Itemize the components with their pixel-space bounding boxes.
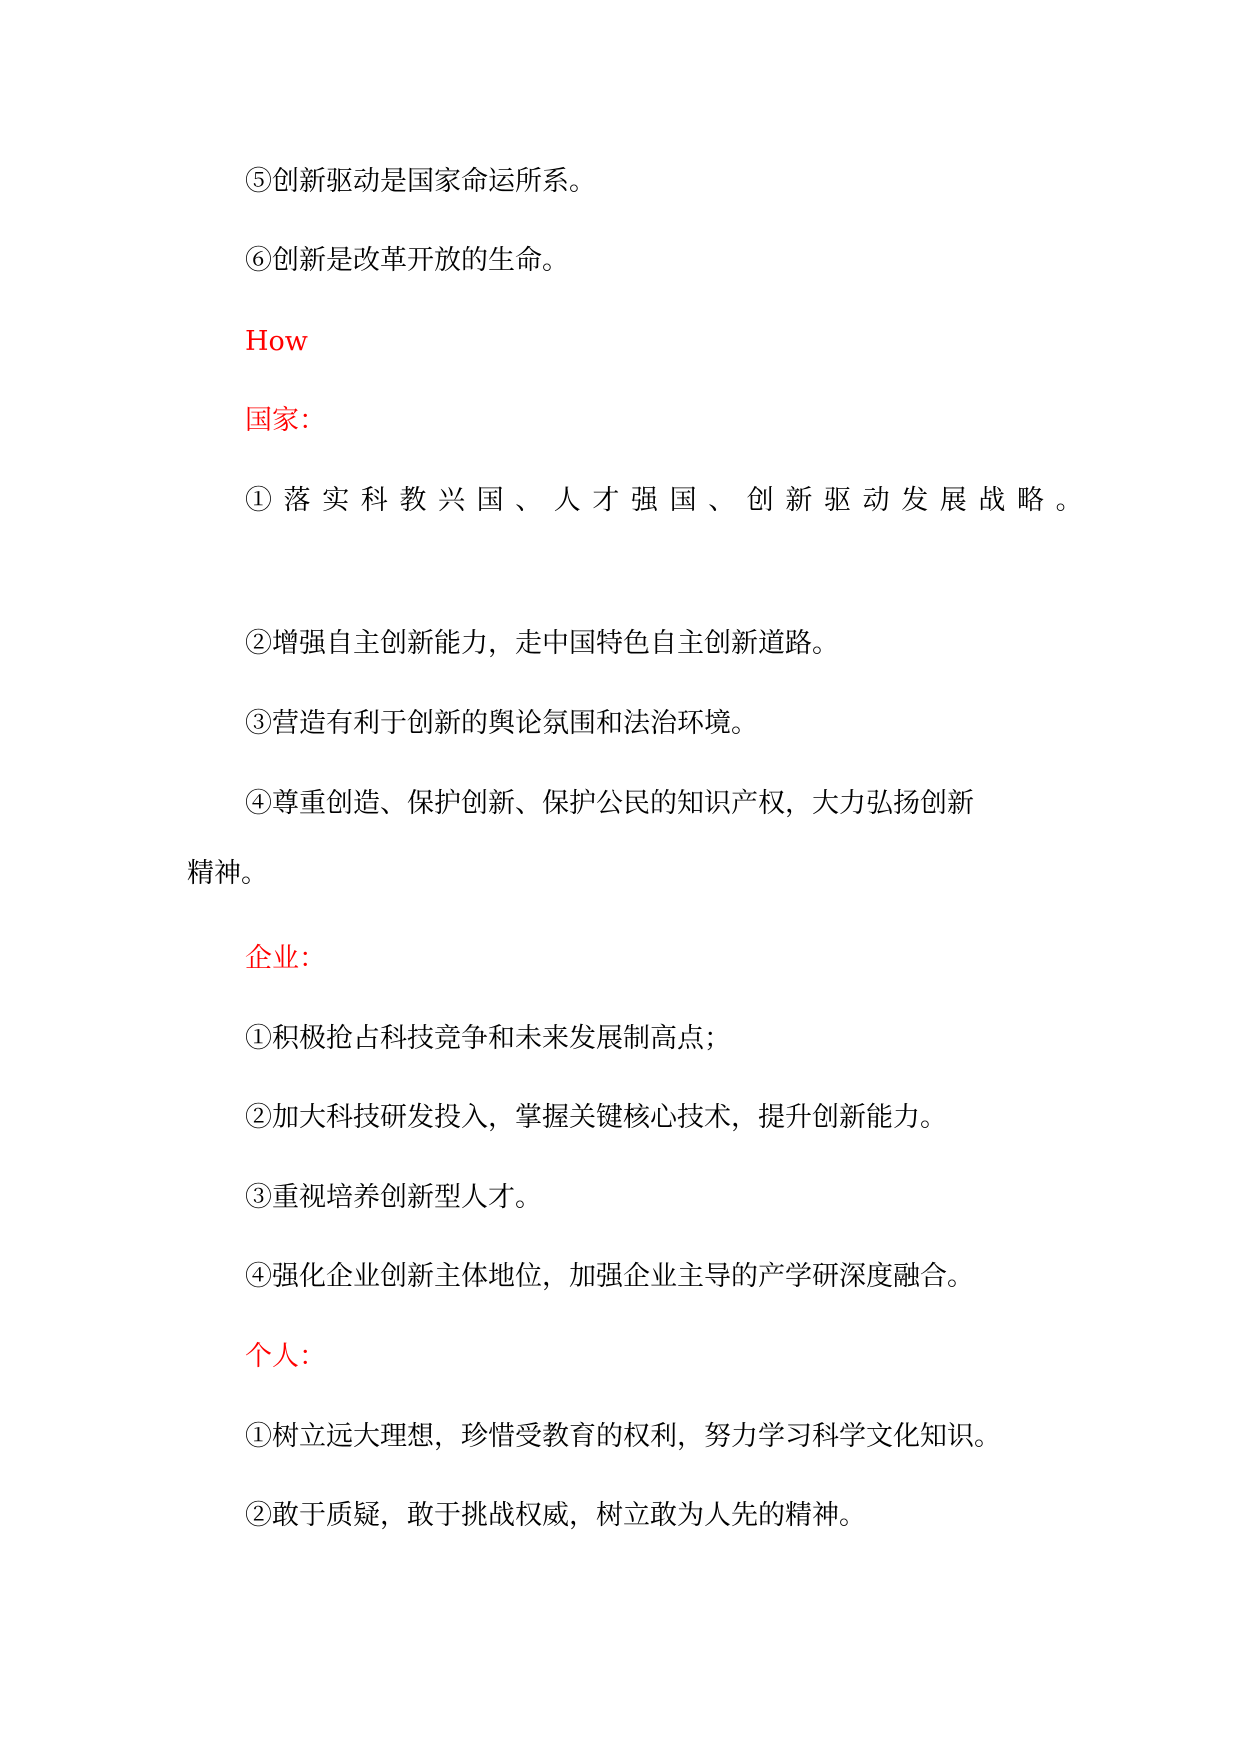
enterprise-item-4: ④强化企业创新主体地位，加强企业主导的产学研深度融合。 — [245, 1261, 974, 1292]
individual-item-2: ②敢于质疑，敢于挑战权威，树立敢为人先的精神。 — [245, 1500, 866, 1531]
intro-item-6: ⑥创新是改革开放的生命。 — [245, 245, 569, 276]
enterprise-item-1: ①积极抢占科技竞争和未来发展制高点； — [245, 1023, 731, 1054]
individual-heading: 个人： — [245, 1341, 326, 1372]
national-item-4: ④尊重创造、保护创新、保护公民的知识产权，大力弘扬创新 — [245, 788, 974, 819]
national-heading: 国家： — [245, 405, 326, 436]
national-item-2: ②增强自主创新能力，走中国特色自主创新道路。 — [245, 628, 839, 659]
national-item-1: ①落实科教兴国、人才强国、创新驱动发展战略。 — [245, 485, 1095, 516]
individual-item-1: ①树立远大理想，珍惜受教育的权利，努力学习科学文化知识。 — [245, 1421, 1001, 1452]
enterprise-item-2: ②加大科技研发投入，掌握关键核心技术，提升创新能力。 — [245, 1102, 947, 1133]
how-heading: How — [245, 326, 308, 357]
national-item-4-continuation: 精神。 — [187, 858, 268, 889]
enterprise-item-3: ③重视培养创新型人才。 — [245, 1182, 542, 1213]
enterprise-heading: 企业： — [245, 943, 326, 974]
intro-item-5: ⑤创新驱动是国家命运所系。 — [245, 166, 596, 197]
national-item-3: ③营造有利于创新的舆论氛围和法治环境。 — [245, 708, 758, 739]
